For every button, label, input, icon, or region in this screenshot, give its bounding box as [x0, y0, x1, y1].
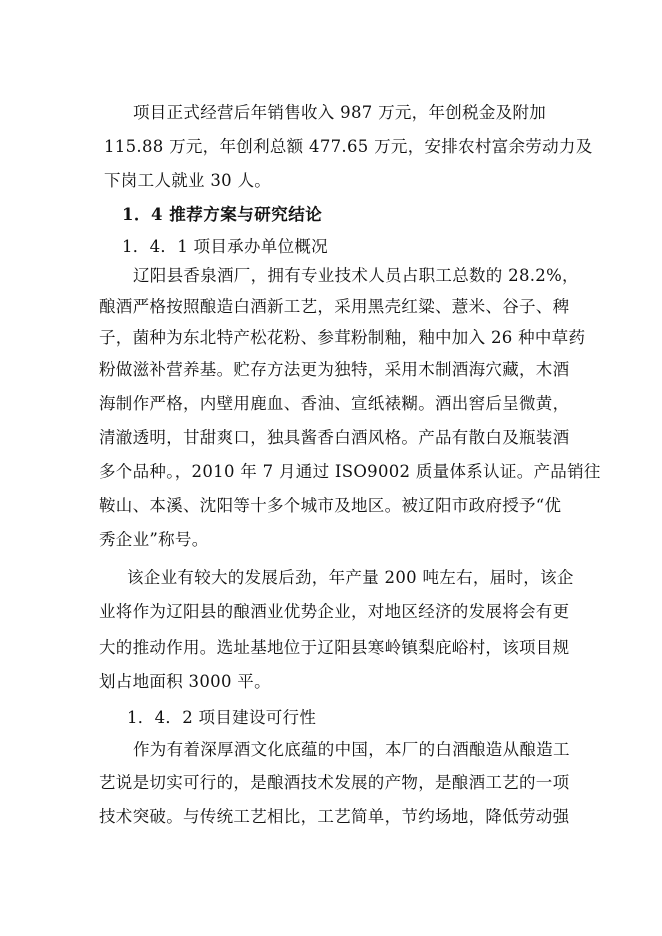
paragraph-line-2: 115.88 万元，年创利总额 477.65 万元，安排农村富余劳动力及: [104, 137, 593, 156]
paragraph-line-13: 鞍山、本溪、沈阳等十多个城市及地区。被辽阳市政府授予“优: [99, 496, 562, 515]
paragraph-line-7: 酿酒严格按照酿造白酒新工艺，采用黑壳红粱、薏米、谷子、稗: [99, 297, 570, 316]
paragraph-line-15: 该企业有较大的发展后劲，年产量 200 吨左右，届时，该企: [127, 568, 574, 587]
paragraph-line-14: 秀企业”称号。: [99, 530, 209, 549]
paragraph-line-17: 大的推动作用。选址基地位于辽阳县寒岭镇梨庇峪村，该项目规: [99, 638, 570, 657]
paragraph-line-11: 清澈透明，甘甜爽口，独具酱香白酒风格。产品有散白及瓶装酒: [99, 428, 570, 447]
paragraph-line-6: 辽阳县香泉酒厂，拥有专业技术人员占职工总数的 28.2%，: [133, 266, 579, 285]
paragraph-line-12: 多个品种。，2010 年 7 月通过 ISO9002 质量体系认证。产品销往: [99, 462, 601, 481]
subsection-heading-1-4-2: 1．4．2 项目建设可行性: [127, 708, 317, 727]
paragraph-line-3: 下岗工人就业 30 人。: [104, 171, 272, 190]
paragraph-line-21: 艺说是切实可行的，是酿酒技术发展的产物，是酿酒工艺的一项: [99, 773, 570, 792]
paragraph-line-1: 项目正式经营后年销售收入 987 万元，年创税金及附加: [133, 103, 547, 122]
paragraph-line-8: 子，菌种为东北特产松花粉、参茸粉制釉，釉中加入 26 种中草药: [99, 328, 586, 347]
paragraph-line-16: 业将作为辽阳县的酿酒业优势企业，对地区经济的发展将会有更: [99, 602, 570, 621]
subsection-heading-1-4-1: 1．4．1 项目承办单位概况: [122, 237, 328, 256]
section-heading-1-4: 1．4 推荐方案与研究结论: [122, 205, 323, 224]
paragraph-line-20: 作为有着深厚酒文化底蕴的中国，本厂的白酒酿造从酿造工: [133, 740, 570, 759]
paragraph-line-10: 海制作严格，内壁用鹿血、香油、宣纸裱糊。酒出窖后呈微黄，: [99, 394, 570, 413]
paragraph-line-22: 技术突破。与传统工艺相比，工艺简单，节约场地，降低劳动强: [99, 807, 570, 826]
paragraph-line-18: 划占地面积 3000 平。: [99, 672, 271, 691]
paragraph-line-9: 粉做滋补营养基。贮存方法更为独特，采用木制酒海穴藏，木酒: [99, 360, 570, 379]
